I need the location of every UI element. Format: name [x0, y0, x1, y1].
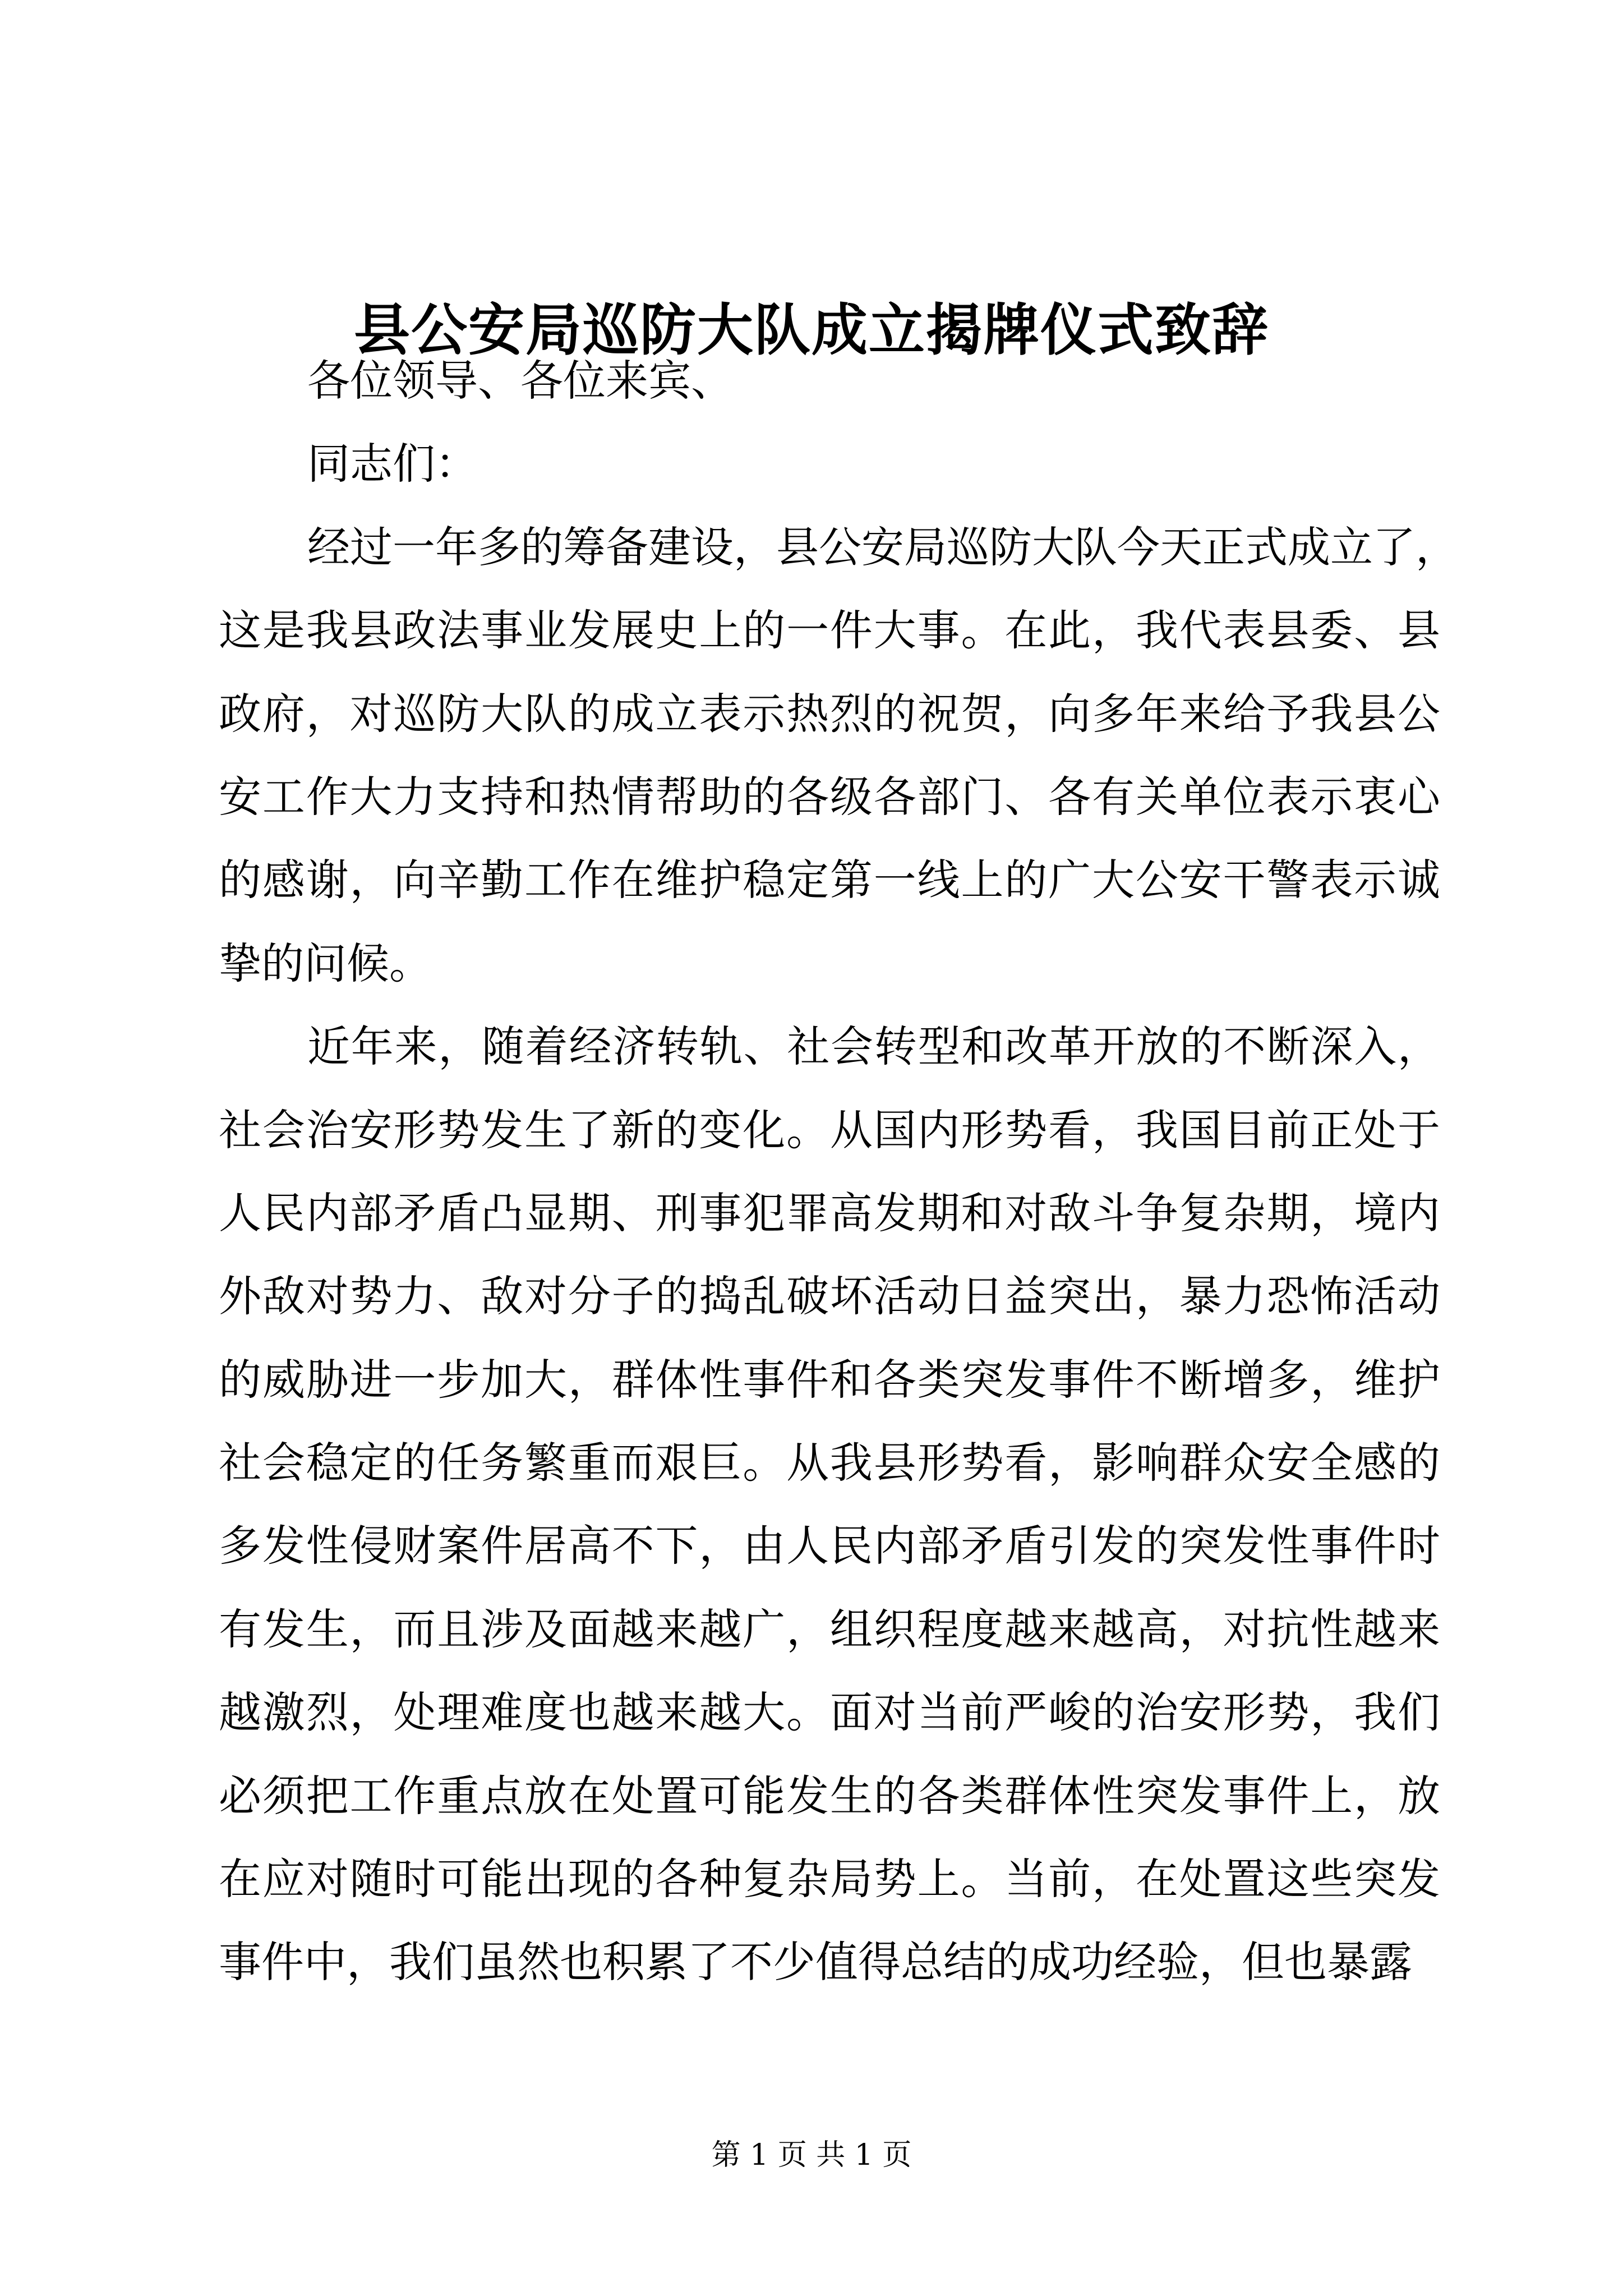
paragraph-line: 人民内部矛盾凸显期、刑事犯罪高发期和对敌斗争复杂期，境内: [219, 1188, 1440, 1238]
paragraphs: [219, 506, 1458, 2004]
paragraph-line: 有发生，而且涉及面越来越广，组织程度越来越高，对抗性越来: [219, 1604, 1440, 1654]
salutation-line: 各位领导、各位来宾、: [307, 356, 734, 406]
paragraph-line: 多发性侵财案件居高不下，由人民内部矛盾引发的突发性事件时: [219, 1521, 1440, 1571]
paragraph-line: 近年来，随着经济转轨、社会转型和改革开放的不断深入，: [307, 1022, 1440, 1072]
paragraph-line: 事件中，我们虽然也积累了不少值得总结的成功经验，但也暴露: [219, 1937, 1412, 1987]
paragraph-line: 经过一年多的筹备建设，县公安局巡防大队今天正式成立了，: [307, 522, 1458, 572]
document-body: [219, 339, 1458, 2004]
paragraph-line: 这是我县政法事业发展史上的一件大事。在此，我代表县委、县: [219, 605, 1440, 656]
paragraph-line: 安工作大力支持和热情帮助的各级各部门、各有关单位表示衷心: [219, 771, 1440, 822]
paragraph-line: 社会稳定的任务繁重而艰巨。从我县形势看，影响群众安全感的: [219, 1438, 1440, 1488]
paragraph-line: 的感谢，向辛勤工作在维护稳定第一线上的广大公安干警表示诚: [219, 855, 1440, 905]
paragraph-line: 必须把工作重点放在处置可能发生的各类群体性突发事件上，放: [219, 1770, 1440, 1821]
document-title: 县公安局巡防大队成立揭牌仪式致辞: [354, 297, 1269, 363]
page-footer: 第 1 页 共 1 页: [711, 2138, 912, 2172]
salutation-line: 同志们：: [307, 439, 478, 489]
paragraph-line: 在应对随时可能出现的各种复杂局势上。当前，在处置这些突发: [219, 1854, 1440, 1904]
paragraph-line: 外敌对势力、敌对分子的捣乱破坏活动日益突出，暴力恐怖活动: [219, 1271, 1440, 1322]
paragraph-line: 挚的问候。: [219, 938, 432, 988]
paragraph-line: 的威胁进一步加大，群体性事件和各类突发事件不断增多，维护: [219, 1354, 1440, 1405]
paragraph: [219, 1005, 1440, 2004]
paragraph-line: 政府，对巡防大队的成立表示热烈的祝贺，向多年来给予我县公: [219, 688, 1440, 739]
paragraph-line: 越激烈，处理难度也越来越大。面对当前严峻的治安形势，我们: [219, 1687, 1440, 1738]
paragraph: [219, 506, 1458, 1005]
paragraph-line: 社会治安形势发生了新的变化。从国内形势看，我国目前正处于: [219, 1105, 1440, 1155]
